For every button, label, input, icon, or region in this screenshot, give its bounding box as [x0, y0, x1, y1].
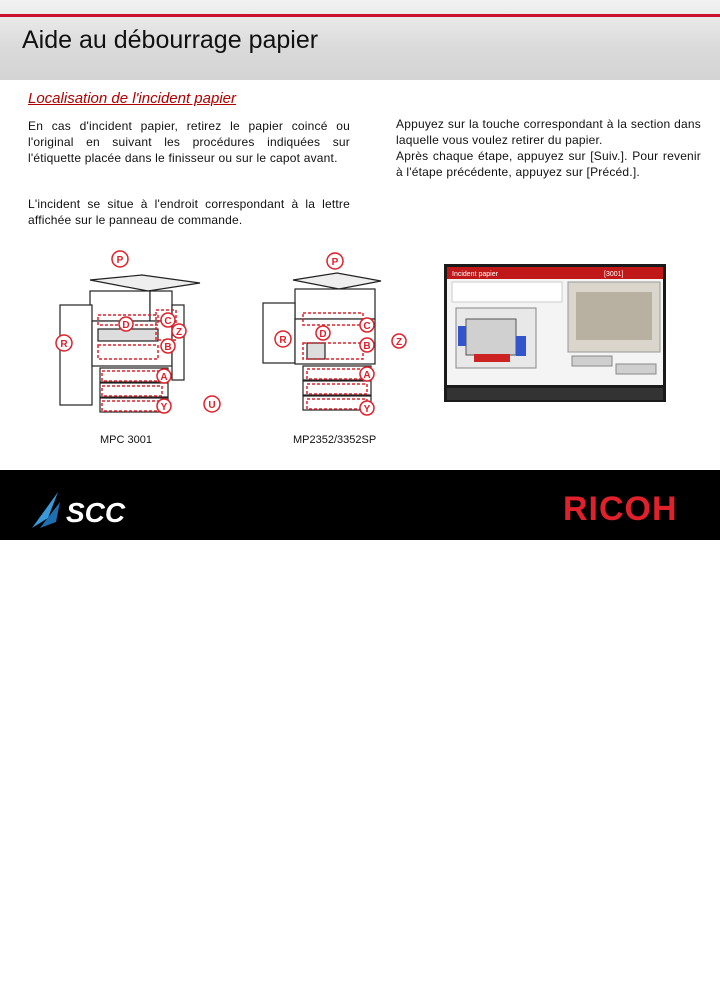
- left-paragraph-2: L'incident se situe à l'endroit correspondant à la lettre affichée sur le panneau de commande.: [28, 197, 350, 227]
- scc-logo: [30, 488, 160, 532]
- header-bar: [0, 0, 720, 80]
- page-title: Aide au débourrage papier: [22, 26, 319, 54]
- marker-b-label: B: [363, 341, 371, 352]
- copier-mpc3001-diagram: [50, 245, 230, 430]
- caption-mp2352: MP2352/3352SP: [293, 434, 377, 446]
- page-number: 14: [493, 982, 514, 1002]
- caption-mpc3001: MPC 3001: [100, 434, 152, 446]
- marker-a-label: A: [363, 370, 371, 381]
- ricoh-logo: RICOH: [563, 490, 678, 528]
- right-paragraph: [396, 116, 701, 180]
- marker-d-label: D: [319, 329, 327, 340]
- marker-c-label: C: [164, 316, 172, 327]
- screen-title: Incident papier: [452, 271, 498, 278]
- header-accent-line: [0, 14, 720, 17]
- footer-bar: [0, 470, 720, 1002]
- section-title: Localisation de l'incident papier: [28, 90, 237, 107]
- marker-p-label: P: [331, 257, 339, 268]
- right-paragraph-1: Appuyez sur la touche correspondant à la section dans laquelle vous voulez retirer du papier.: [396, 117, 701, 147]
- marker-a-label: A: [160, 372, 168, 383]
- marker-d-label: D: [122, 320, 130, 331]
- right-paragraph-2: Après chaque étape, appuyez sur [Suiv.]. Pour revenir à l'étape précédente, appuyez sur [Précéd.].: [396, 149, 701, 179]
- control-panel-screenshot: [444, 264, 666, 402]
- left-paragraph-1: En cas d'incident papier, retirez le papier coincé ou l'original en suivant les procédures indiquées sur l'étiquette placée dans le finisseur ou sur le capot avant.: [28, 119, 350, 165]
- scc-logo-text: SCC: [66, 497, 126, 528]
- marker-r-label: R: [60, 339, 68, 350]
- screen-code: [3001]: [604, 271, 624, 278]
- marker-y-label: Y: [363, 404, 371, 415]
- copier-mp2352-diagram: [255, 245, 415, 430]
- marker-c-label: C: [363, 321, 371, 332]
- marker-p-label: P: [116, 255, 124, 266]
- marker-z-label: Z: [395, 337, 403, 348]
- marker-r-label: R: [279, 335, 287, 346]
- marker-z-label: Z: [175, 327, 183, 338]
- marker-y-label: Y: [160, 402, 168, 413]
- marker-b-label: B: [164, 342, 172, 353]
- screen-illustration: [444, 264, 666, 402]
- marker-u-label: U: [208, 400, 216, 411]
